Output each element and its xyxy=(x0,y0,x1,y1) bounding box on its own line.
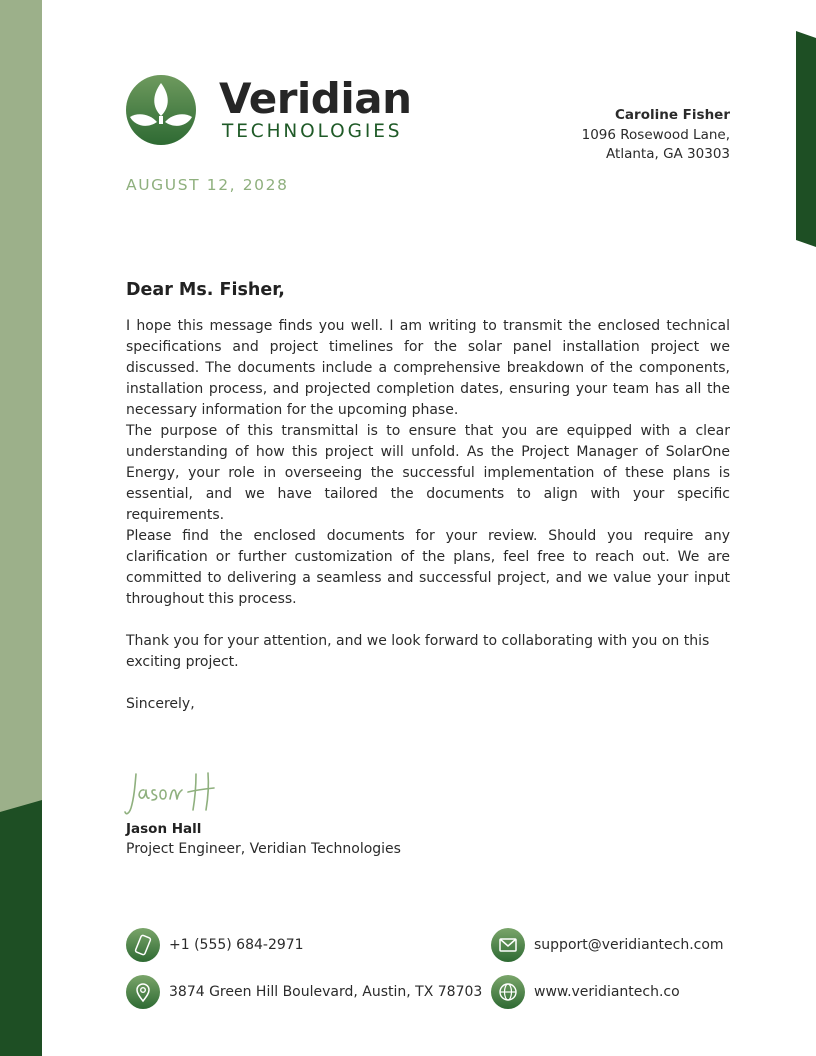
contact-phone[interactable] xyxy=(126,928,304,962)
signer-name: Jason Hall xyxy=(126,821,202,837)
body-paragraph: I hope this message finds you well. I am writing to transmit the enclosed technical specifications and project timelines for the solar panel installation project we discussed. The documents include a comprehensive breakdown of the components, installation process, and projected completion dates, ensuring your team has all the necessary information for the upcoming phase. xyxy=(126,318,730,418)
body-paragraph: The purpose of this transmittal is to ensure that you are equipped with a clear understanding of how this project will unfold. As the Project Manager of SolarOne Energy, your role in overseeing the successful implementation of these plans is essential, and we have tailored the documents to align with your specific requirements. xyxy=(126,423,730,523)
contact-phone-text: +1 (555) 684-2971 xyxy=(169,937,304,953)
recipient-name: Caroline Fisher xyxy=(615,107,730,123)
phone-icon xyxy=(126,928,160,962)
contact-email[interactable] xyxy=(491,928,724,962)
body-paragraph: Please find the enclosed documents for your review. Should you require any clarification or further customization of the plans, feel free to reach out. We are committed to delivering a seamless and successful project, and we value your input throughout this process. xyxy=(126,528,730,607)
handwritten-signature xyxy=(124,768,220,820)
envelope-icon xyxy=(491,928,525,962)
signer-title: Project Engineer, Veridian Technologies xyxy=(126,841,401,857)
contact-address-text: 3874 Green Hill Boulevard, Austin, TX 78703 xyxy=(169,984,483,1000)
brand-tagline: TECHNOLOGIES xyxy=(222,121,403,142)
recipient-address-line1: 1096 Rosewood Lane, xyxy=(581,126,730,143)
body-paragraph: Thank you for your attention, and we look forward to collaborating with you on this exciting project. xyxy=(126,633,710,670)
contact-website-text: www.veridiantech.co xyxy=(534,984,680,1000)
contact-website[interactable] xyxy=(491,975,680,1009)
globe-icon xyxy=(491,975,525,1009)
right-decorative-tab xyxy=(796,0,816,250)
recipient-address-line2: Atlanta, GA 30303 xyxy=(606,146,730,162)
left-decorative-band xyxy=(0,0,42,1056)
salutation: Dear Ms. Fisher, xyxy=(126,280,285,300)
letter-body xyxy=(126,316,730,715)
letter-date: AUGUST 12, 2028 xyxy=(126,176,289,194)
contact-address xyxy=(126,975,482,1009)
recipient-block xyxy=(582,106,730,165)
brand-name: Veridian xyxy=(219,74,412,123)
leaf-circle-icon xyxy=(126,75,196,145)
closing: Sincerely, xyxy=(126,696,195,712)
contact-email-text: support@veridiantech.com xyxy=(534,937,724,953)
location-pin-icon xyxy=(126,975,160,1009)
